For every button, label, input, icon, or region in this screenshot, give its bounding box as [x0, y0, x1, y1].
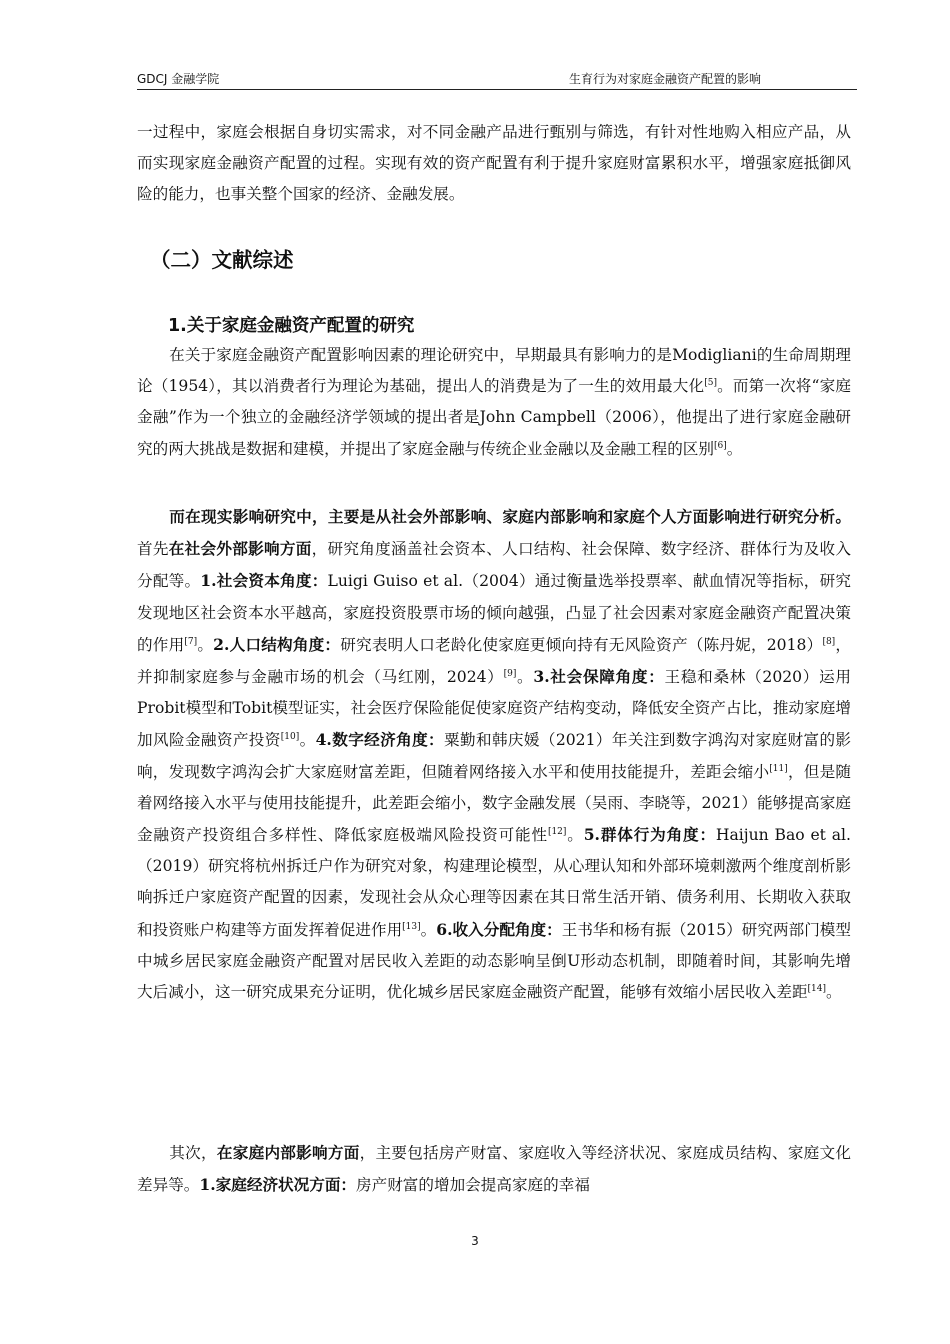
p2-text-12: 。	[566, 826, 584, 845]
p3-bold-1: 在家庭内部影响方面	[216, 1143, 360, 1162]
p1-text-3: 。	[726, 439, 743, 458]
citation: [8]	[822, 636, 836, 647]
p2-text-7: 。	[516, 668, 534, 687]
p2-text-10: 粟勤和韩庆媛（2021）年关注到数字鸿沟对家庭财富的影响，发现数字鸿沟会扩大家庭财富差距，但随着网络接入水平和使用技能提升，差距会缩小	[137, 731, 852, 781]
p2-text-9: 。	[299, 731, 316, 750]
p2-text-3: Luigi Guiso et al.（2004）通过衡量选举投票率、献血情况等指标，研究发现地区社会资本水平越高，家庭投资股票市场的倾向越强，凸显了社会因素对家庭金融资产配置决策的作用	[137, 572, 851, 654]
p2-bold-2: 在社会外部影响方面	[168, 539, 312, 559]
page-number: 3	[471, 1234, 479, 1248]
p2-text-8: 王稳和桑林（2020）运用Probit模型和Tobit模型证实，社会医疗保险能促使家庭资产结构变动，降低安全资产占比，推动家庭增加风险金融资产投资	[137, 668, 852, 750]
p1-text-2: 。而第一次将“家庭金融”作为一个独立的金融经济学领域的提出者是John Campbell（2006），他提出了进行家庭金融研究的两大挑战是数据和建模，并提出了家庭金融与传统企业金融以及金融工程的区别	[137, 377, 851, 458]
citation: [5]	[704, 378, 717, 389]
citation: [10]	[280, 732, 300, 743]
p2-text-1: 首先	[137, 540, 169, 559]
citation: [12]	[547, 826, 567, 837]
p3-text-3: 房产财富的增加会提高家庭的幸福	[356, 1176, 590, 1195]
p3-bold-2: 1.家庭经济状况方面：	[199, 1175, 357, 1195]
header-rule	[137, 89, 857, 90]
p2-text-6: ，并抑制家庭参与金融市场的机会（马红刚，2024）	[137, 635, 851, 687]
paragraph-2	[137, 501, 851, 1008]
p2-bold-6: 4.数字经济角度：	[315, 730, 445, 750]
citation: [9]	[503, 668, 517, 679]
running-header	[137, 68, 857, 88]
p2-text-13: Haijun Bao et al.（2019）研究将杭州拆迁户作为研究对象，构建理论模型，从心理认知和外部环境刺激两个维度剖析影响拆迁户家庭资产配置的因素，发现社会从众心理等因素在其日常生活开销、债务利用、长期收入获取和投资账户构建等方面发挥着促进作用	[137, 826, 851, 939]
citation: [11]	[769, 763, 788, 774]
citation: [14]	[807, 983, 827, 994]
p2-bold-7: 5.群体行为角度：	[583, 825, 716, 845]
header-left: GDCJ 金融学院	[137, 72, 220, 86]
citation: [6]	[713, 440, 727, 451]
p2-bold-1: 而在现实影响研究中，主要是从社会外部影响、家庭内部影响和家庭个人方面影响进行研究分析。	[169, 507, 851, 526]
p2-text-5: 研究表明人口老龄化使家庭更倾向持有无风险资产（陈丹妮，2018）	[340, 635, 823, 654]
p2-bold-8: 6.收入分配角度：	[436, 919, 562, 939]
citation: [13]	[402, 921, 421, 932]
p2-text-11: ，但是随着网络接入水平与使用技能提升，此差距会缩小，数字金融发展（吴雨、李晓等，2021）能够提高家庭金融资产投资组合多样性、降低家庭极端风险投资可能性	[137, 762, 851, 845]
section-heading: （二）文献综述	[150, 248, 294, 272]
subsection-heading: 1.关于家庭金融资产配置的研究	[168, 316, 415, 336]
paragraph-3	[137, 1137, 851, 1201]
p2-bold-3: 1.社会资本角度：	[200, 571, 328, 591]
intro-paragraph: 一过程中，家庭会根据自身切实需求，对不同金融产品进行甄别与筛选，有针对性地购入相应产品，从而实现家庭金融资产配置的过程。实现有效的资产配置有利于提升家庭财富累积水平，增强家庭抵御风险的能力，也事关整个国家的经济、金融发展。	[137, 123, 851, 204]
p2-text-16: 。	[826, 983, 842, 1002]
paragraph-1	[137, 340, 851, 465]
p3-text-2: ，主要包括房产财富、家庭收入等经济状况、家庭成员结构、家庭文化差异等。	[137, 1144, 851, 1195]
p2-text-14: 。	[420, 920, 437, 939]
p3-text-1: 其次，	[169, 1144, 217, 1162]
p2-bold-4: 2.人口结构角度：	[213, 634, 341, 654]
p2-text-2: ，研究角度涵盖社会资本、人口结构、社会保障、数字经济、群体行为及收入分配等。	[137, 540, 851, 591]
citation: [7]	[184, 636, 198, 647]
p2-text-4: 。	[197, 635, 214, 654]
p2-bold-5: 3.社会保障角度：	[533, 667, 665, 687]
p1-text-1: 在关于家庭金融资产配置影响因素的理论研究中，早期最具有影响力的是Modigliani的生命周期理论（1954），其以消费者行为理论为基础，提出人的消费是为了一生的效用最大化	[137, 346, 851, 396]
p2-text-15: 王书华和杨有振（2015）研究两部门模型中城乡居民家庭金融资产配置对居民收入差距的动态影响呈倒U形动态机制，即随着时间，其影响先增大后减小，这一研究成果充分证明，优化城乡居民家庭金融资产配置，能够有效缩小居民收入差距	[137, 920, 851, 1002]
header-right: 生育行为对家庭金融资产配置的影响	[569, 72, 762, 86]
